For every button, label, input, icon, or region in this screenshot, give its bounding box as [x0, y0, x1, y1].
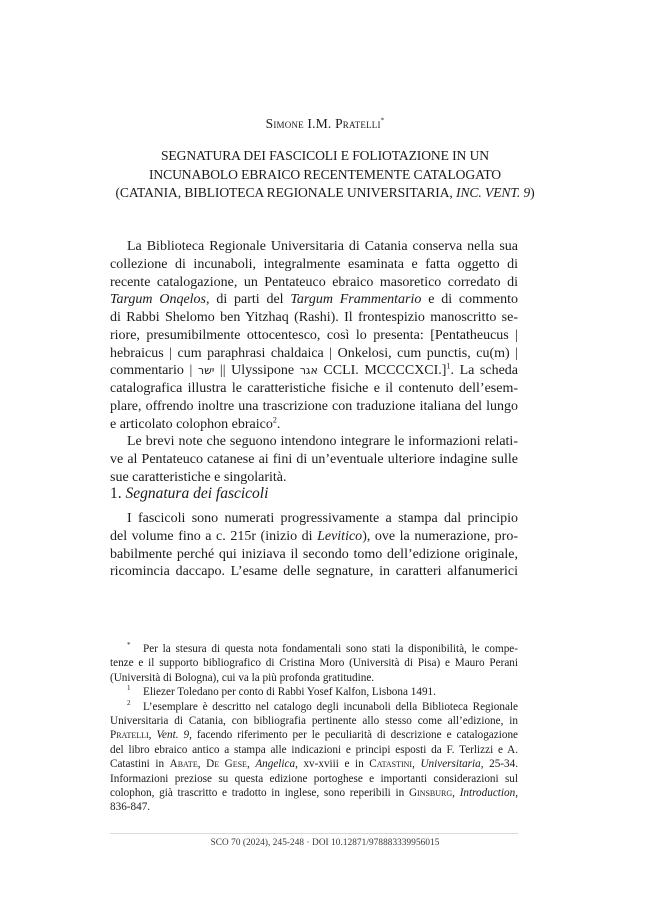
author-line	[0, 116, 650, 132]
p2-line-1: Le brevi note che seguono intendono integrare le informazioni relati-	[127, 434, 518, 449]
author-last-name: Pratelli	[335, 116, 381, 131]
footnote-2-text-7a: colophon, già trascritto e tradotto in inglese, sono reperibili in	[110, 786, 409, 799]
title-line-3-text: (CATANIA, BIBLIOTECA REGIONALE UNIVERSITARIA,	[115, 185, 457, 200]
title-line-3	[95, 184, 555, 203]
footnote-2-text-3: , facendo riferimento per le peculiarità di descrizione e catalogazione	[189, 729, 518, 742]
p1-line-11-period: .	[276, 416, 281, 432]
p1-line-9: catalografica illustra le caratteristiche fisiche e il contenuto dell’esem-	[110, 381, 518, 396]
footnote-2-line-4: del libro ebraico antico a stampa alle indicazioni e principi esposti da F. Terlizzi e A.	[110, 743, 518, 756]
footnote-2-sep-6: ,	[515, 786, 519, 799]
title-shelfmark: INC. VENT. 9	[456, 185, 531, 200]
p1-line-1: La Biblioteca Regionale Universitaria di Catania conserva nella sua	[127, 239, 518, 254]
p1-line-3: recente catalogazione, un Pentateuco ebraico masoretico corredato di	[110, 274, 518, 290]
footnote-1-text: Eliezer Toledano per conto di Rabbi Yosef Kalfon, Lisbona 1491.	[143, 686, 436, 699]
hebrew-word-yashar: ישר	[197, 364, 215, 378]
article-title	[95, 147, 555, 203]
section-title: Segnatura dei fascicoli	[125, 485, 269, 502]
section-heading-1	[110, 484, 518, 504]
ref-introduction: Introduction	[459, 786, 516, 799]
ref-catastini: Catastini	[369, 758, 413, 771]
footnote-1: 1 Eliezer Toledano per conto di Rabbi Yosef Kalfon, Lisbona 1491.	[127, 684, 436, 699]
footnote-2-sep-4: ,	[412, 758, 421, 771]
title-close-paren: )	[530, 185, 535, 200]
p2-line-2: ve al Pentateuco catanese ai fini di un’eventuale ulteriore indagine sulle	[110, 451, 518, 467]
p1-line-8-text-b: || Ulyssipone	[214, 363, 300, 379]
p1-line-4	[110, 291, 518, 309]
footnote-2-sep-1: ,	[148, 729, 157, 742]
footnote-2-line-2: Universitaria di Catania, con bibliografia pertinente allo stesso come all’edizione, in	[110, 714, 518, 727]
p1-line-11	[110, 416, 518, 434]
title-line-2: INCUNABOLO EBRAICO RECENTEMENTE CATALOGATO	[148, 166, 502, 182]
work-targum-onqelos: Targum Onqelos	[110, 292, 207, 308]
p1-line-11-text: e articolato colophon ebraico	[110, 416, 273, 432]
footnote-2-line-5	[110, 757, 518, 771]
footnote-ref-1[interactable]: 1	[446, 361, 451, 371]
p2-line-3: sue caratteristiche e singolarità.	[110, 469, 287, 485]
p3-line-1: I fascicoli sono numerati progressivamente a stampa dal principio	[127, 511, 518, 526]
paragraph-3	[110, 510, 518, 581]
footnote-star-text-1: Per la stesura di questa nota fondamentali sono stati la disponibilità, le compe-	[143, 643, 518, 655]
p1-line-4-text-a: , di parti del	[206, 292, 291, 308]
p3-line-2-text-a: del volume fino a c. 215r (inizio di	[110, 528, 318, 544]
author-initials: I.M.	[307, 116, 332, 131]
p1-line-10: plare, offrendo inoltre una trascrizione con traduzione italiana del lungo	[110, 398, 518, 414]
footer-rule	[110, 833, 518, 834]
page-footer: SCO 70 (2024), 245-248 · DOI 10.12871/978883339956015	[210, 837, 440, 847]
author-note-mark[interactable]: *	[380, 116, 385, 125]
author-first-name: Simone	[265, 116, 304, 131]
footnote-2-sep-3: ,	[246, 758, 256, 771]
footnote-ref-2[interactable]: 2	[272, 414, 277, 424]
footnote-star-line-2: tenze e il supporto bibliografico di Cristina Moro (Università di Pisa) e Mauro Perani	[110, 657, 518, 670]
footnote-2-sep-2: ,	[197, 758, 207, 771]
ref-de-gese: De Gese	[206, 758, 247, 771]
paragraph-1	[110, 238, 518, 433]
hebrew-word-agar: אגר	[299, 364, 318, 378]
footnote-star-line-1: * Per la stesura di questa nota fondamentali sono stati la disponibilità, le compe-	[127, 641, 518, 655]
p1-line-4-text-b: e di commento	[421, 292, 519, 308]
p3-line-3: babilmente perché qui iniziava il secondo tomo dell’edizione originale,	[110, 546, 518, 562]
footnote-2-text-5g: , xv-xviii e in	[295, 758, 370, 771]
footnote-2-text-1: L’esemplare è descritto nel catalogo degli incunaboli della Biblioteca Regionale	[143, 700, 518, 713]
book-levitico: Levitico	[317, 528, 363, 544]
footnote-2-text-5k: , 25-34.	[480, 758, 519, 771]
p1-line-8-text-a: commentario |	[110, 363, 198, 379]
ref-abate: Abate	[169, 758, 198, 771]
footnote-2-line-8: 836-847.	[110, 801, 151, 814]
footnote-2-line-7	[110, 786, 518, 800]
ref-universitaria: Universitaria	[420, 758, 481, 771]
ref-vent-9: Vent. 9	[156, 729, 190, 742]
work-targum-frammentario: Targum Frammentario	[290, 292, 422, 308]
p3-line-4: ricomincia daccapo. L’esame delle segnature, in caratteri alfanumerici	[110, 564, 518, 580]
p1-line-8-text-c: CCLI. MCCCCXCI.]	[317, 363, 447, 379]
p1-line-8-text-d: . La scheda	[450, 363, 519, 379]
p1-line-8	[110, 362, 518, 380]
ref-pratelli: Pratelli	[110, 729, 149, 742]
footnote-2-sep-5: ,	[452, 786, 460, 799]
p1-line-5: di Rabbi Shelomo ben Yitzhaq (Rashi). Il frontespizio manoscritto se-	[110, 310, 518, 325]
footnote-2-line-1: 2 L’esemplare è descritto nel catalogo degli incunaboli della Biblioteca Regionale	[127, 698, 518, 713]
footnote-2-text-5a: Catastini in	[110, 758, 170, 771]
p1-line-2: collezione di incunaboli, integralmente esaminata e fatta oggetto di	[110, 256, 518, 272]
ref-ginsburg: Ginsburg	[408, 786, 453, 799]
p3-line-2-text-b: ), ove la numerazione, pro-	[362, 528, 518, 544]
p3-line-2	[110, 528, 518, 546]
footnote-2-line-6: Informazioni preziose su questa edizione portoghese e importanti considerazioni sul	[110, 772, 518, 785]
footnote-2-line-3	[110, 728, 518, 742]
section-number: 1.	[110, 485, 122, 502]
paragraph-2	[110, 433, 518, 486]
ref-angelica: Angelica	[255, 758, 296, 771]
footnote-star-line-3: (Università di Bologna), cui va la più profonda gratitudine.	[110, 671, 375, 684]
footnotes	[110, 642, 518, 815]
p1-line-7: hebraicus | cum paraphrasi chaldaica | Onkelosi, cum punctis, cu(m) |	[110, 345, 518, 361]
p1-line-6: riore, presumibilmente ottocentesco, così lo presenta: [Pentatheucus |	[110, 327, 518, 343]
title-line-1: SEGNATURA DEI FASCICOLI E FOLIOTAZIONE IN UN	[160, 148, 490, 163]
